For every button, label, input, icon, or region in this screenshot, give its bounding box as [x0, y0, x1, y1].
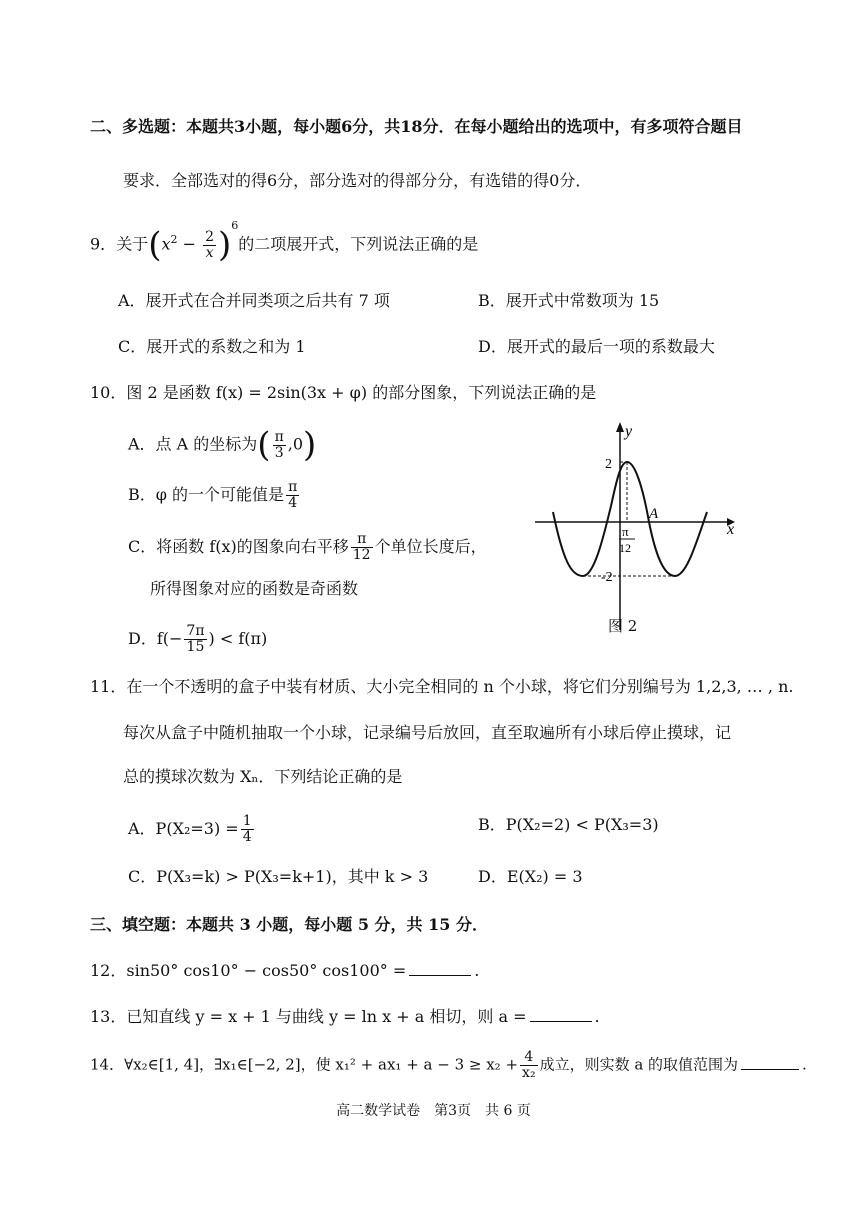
question-10-stem: 10．图 2 是函数 f(x) = 2sin(3x + φ) 的部分图象，下列说法正确的是 [90, 383, 597, 402]
q12-answer-blank [409, 961, 471, 976]
question-9-option-c: C．展开式的系数之和为 1 [118, 337, 306, 356]
label-2: 2 [605, 457, 612, 472]
question-10-option-c: C．将函数 f(x)的图象向右平移 $\frac{\pi}{12}$ 个单位长度后， [128, 531, 487, 563]
section-3-title: 三、填空题：本题共 3 小题，每小题 5 分，共 15 分． [90, 915, 488, 934]
question-11-option-a: A．P(X₂=3) = $\frac{1}{4}$ [128, 813, 252, 845]
label-pi: π [622, 524, 629, 539]
question-9-stem: 9．关于($x^2$ − $\frac{2}{x}$ )$^6$的二项展开式，下列说法正确的是 [90, 219, 479, 265]
q13-answer-blank [530, 1007, 592, 1022]
question-14: 14．∀x₂∈[1, 4]，∃x₁∈[−2, 2]，使 x₁² + ax₁ + a − 3 ≥ x₂ + $\frac{4}{\text{x₂}}$ 成立，则实数 a 的取值范围为 . [90, 1049, 807, 1081]
question-12: 12．sin50° cos10° − cos50° cos100° = . [90, 961, 480, 980]
question-10-option-b: B．φ 的一个可能值是 $\frac{\pi}{4}$ [128, 479, 298, 511]
section-2-title: 二、多选题：本题共3小题，每小题6分，共18分．在每小题给出的选项中，有多项符合题目 [90, 117, 743, 136]
question-13: 13．已知直线 y = x + 1 与曲线 y = ln x + a 相切，则 a = . [90, 1007, 600, 1026]
question-10-option-c-line2: 所得图象对应的函数是奇函数 [150, 579, 359, 598]
y-axis-arrow [616, 422, 624, 432]
question-10-option-d: D．f(− $\frac{7\pi}{15}$ ) < f(π) [128, 623, 268, 655]
y-axis-label: y [625, 423, 633, 440]
q14-answer-blank [741, 1055, 799, 1070]
x-axis-label: x [727, 521, 735, 538]
label-a: A [649, 506, 659, 522]
question-11-option-c: C．P(X₃=k) > P(X₃=k+1)，其中 k > 3 [128, 867, 429, 886]
figure-2-caption: 图 2 [608, 617, 638, 635]
sine-curve [553, 462, 707, 576]
question-9-option-b: B．展开式中常数项为 15 [478, 291, 660, 310]
label-12: 12 [619, 541, 631, 555]
question-10-option-a: A．点 A 的坐标为( $\frac{\pi}{3}$ ,0) [128, 425, 317, 465]
question-9-option-d: D．展开式的最后一项的系数最大 [478, 337, 715, 356]
question-11-line1: 11．在一个不透明的盒子中装有材质、大小完全相同的 n 个小球，将它们分别编号为 1,2,3, … , n. [90, 677, 794, 696]
question-11-option-d: D．E(X₂) = 3 [478, 867, 583, 886]
figure-2-graph [535, 420, 745, 640]
label-neg2: -2 [601, 570, 613, 585]
question-11-option-b: B．P(X₂=2) < P(X₃=3) [478, 815, 659, 834]
question-11-line2: 每次从盒子中随机抽取一个小球，记录编号后放回，直至取遍所有小球后停止摸球，记 [123, 723, 732, 742]
question-11-line3: 总的摸球次数为 Xₙ．下列结论正确的是 [123, 767, 403, 786]
section-2-instructions: 要求．全部选对的得6分，部分选对的得部分分，有选错的得0分． [123, 171, 592, 190]
question-9-option-a: A．展开式在合并同类项之后共有 7 项 [118, 291, 390, 310]
page-footer: 高二数学试卷 第3页 共 6 页 [336, 1103, 531, 1119]
